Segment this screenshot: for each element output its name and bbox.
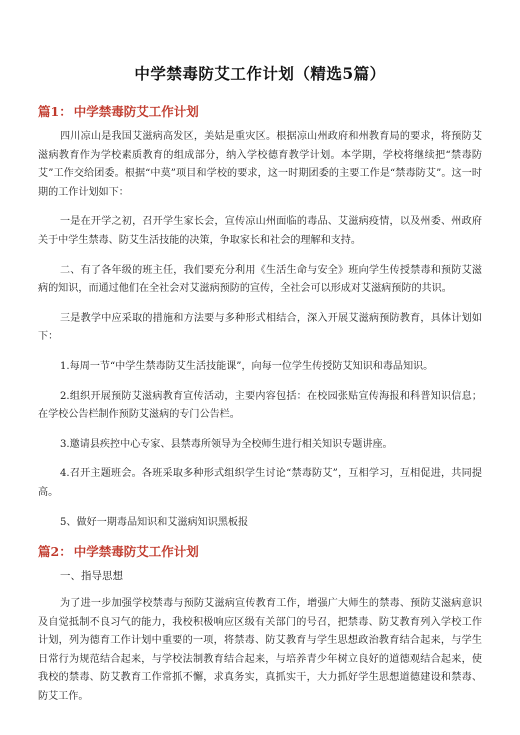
document-title: 中学禁毒防艾工作计划（精选5篇） [134, 64, 386, 83]
section-1-heading [38, 102, 482, 120]
section-2-title: 中学禁毒防艾工作计划 [73, 544, 199, 560]
section-1 [38, 102, 482, 532]
paragraph: 为了进一步加强学校禁毒与预防艾滋病宣传教育工作，增强广大师生的禁毒、预防艾滋病意识及自觉抵制不良习气的能力，我校积极响应区级有关部门的号召，把禁毒、防艾教育列入学校工作计划，列为德育工作计划中重要的一项，将禁毒、防艾教育与学生思想政治教育结合起来，与学生日常行为规范结合起来，与学校法制教育结合起来，与培养青少年树立良好的道德观结合起来，使我校的禁毒、防艾教育工作常抓不懈，求真务实，真抓实干，大力抓好学生思想道德建设和禁毒、防艾工作。 [38, 598, 482, 703]
paragraph: 四川凉山是我国艾滋病高发区，美姑是重灾区。根据凉山州政府和州教育局的要求，将预防艾滋病教育作为学校素质教育的组成部分，纳入学校德育教学计划。本学期，学校将继续把“禁毒防艾”工作交给团委。根据“中莫”项目和学校的要求，这一时期团委的主要工作是“禁毒防艾”。这一时期的工作计划如下： [38, 131, 482, 198]
list-item: 2.组织开展预防艾滋病教育宣传活动，主要内容包括：在校园张贴宣传海报和科普知识信息；在学校公告栏制作预防艾滋病的专门公告栏。 [38, 390, 482, 421]
list-item: 1.每周一节“中学生禁毒防艾生活技能课”，向每一位学生传授防艾知识和毒品知识。 [60, 360, 434, 372]
list-item: 3.邀请县疾控中心专家、县禁毒所领导为全校师生进行相关知识专题讲座。 [60, 438, 393, 450]
section-1-title: 中学禁毒防艾工作计划 [73, 104, 199, 119]
paragraph: 二、有了各年级的班主任，我们要充分利用《生活生命与安全》班向学生传授禁毒和预防艾滋病的知识，而通过他们在全社会对艾滋病预防的宣传，全社会可以形成对艾滋病预防的共识。 [38, 264, 482, 295]
paragraph: 三是教学中应采取的措施和方法要与多种形式相结合，深入开展艾滋病预防教育，具体计划如下： [38, 312, 482, 343]
section-2 [38, 542, 482, 707]
list-item: 4.召开主题班会。各班采取多种形式组织学生讨论“禁毒防艾”，互相学习，互相促进，共同提高。 [38, 468, 482, 498]
section-2-subheading: 一、指导思想 [60, 570, 123, 583]
section-1-label: 篇1： [38, 104, 72, 119]
paragraph: 一是在开学之初，召开学生家长会，宣传凉山州面临的毒品、艾滋病疫情，以及州委、州政府关于中学生禁毒、防艾生活技能的决策，争取家长和社会的理解和支持。 [38, 216, 482, 246]
list-item: 5、做好一期毒品知识和艾滋病知识黑板报 [60, 516, 249, 528]
section-2-heading [38, 542, 482, 560]
section-2-label: 篇2： [38, 544, 72, 560]
